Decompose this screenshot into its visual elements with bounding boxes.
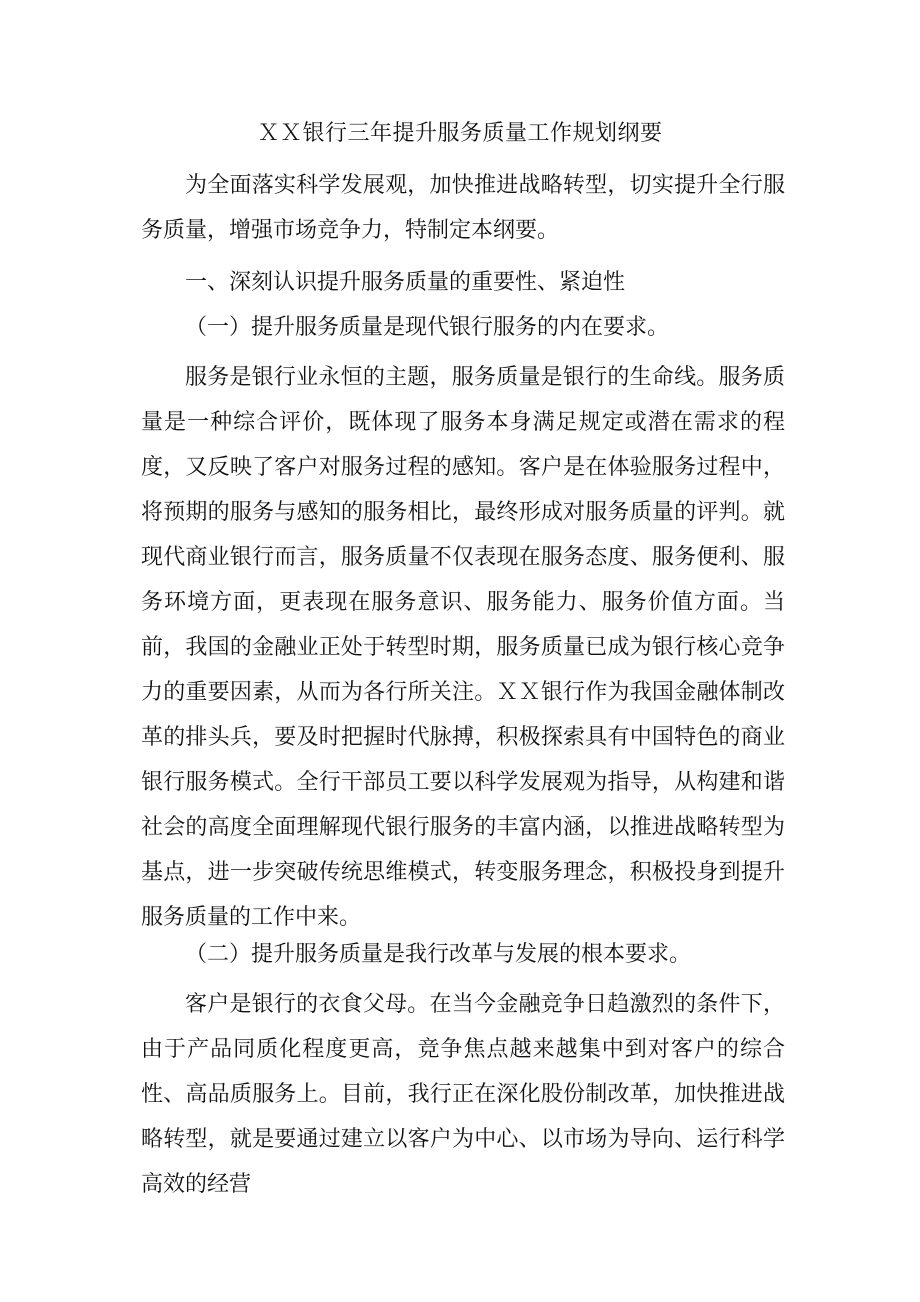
document-title: ＸＸ银行三年提升服务质量工作规划纲要 <box>257 121 663 146</box>
body-paragraph: 客户是银行的衣食父母。在当今金融竞争日趋激烈的条件下，由于产品同质化程度更高，竞争焦点越来越集中到对客户的综合性、高品质服务上。目前，我行正在深化股份制改革，加快推进战略转型，就是要通过建立以客户为中心、以市场为导向、运行科学高效的经营 <box>141 992 785 1197</box>
subsection-heading: （二）提升服务质量是我行改革与发展的根本要求。 <box>185 942 692 967</box>
intro-paragraph: 为全面落实科学发展观，加快推进战略转型，切实提升全行服务质量，增强市场竞争力，特制定本纲要。 <box>141 173 785 243</box>
section-heading: 一、深刻认识提升服务质量的重要性、紧迫性 <box>185 270 626 295</box>
subsection-heading: （一）提升服务质量是现代银行服务的内在要求。 <box>185 315 670 340</box>
body-paragraph: 服务是银行业永恒的主题，服务质量是银行的生命线。服务质量是一种综合评价，既体现了服务本身满足规定或潜在需求的程度，又反映了客户对服务过程的感知。客户是在体验服务过程中，将预期的服务与感知的服务相比，最终形成对服务质量的评判。就现代商业银行而言，服务质量不仅表现在服务态度、服务便利、服务环境方面，更表现在服务意识、服务能力、服务价值方面。当前，我国的金融业正处于转型时期，服务质量已成为银行核心竞争力的重要因素，从而为各行所关注。ＸＸ银行作为我国金融体制改革的排头兵，要及时把握时代脉搏，积极探索具有中国特色的商业银行服务模式。全行干部员工要以科学发展观为指导，从构建和谐社会的高度全面理解现代银行服务的丰富内涵，以推进战略转型为基点，进一步突破传统思维模式，转变服务理念，积极投身到提升服务质量的工作中来。 <box>141 365 785 930</box>
